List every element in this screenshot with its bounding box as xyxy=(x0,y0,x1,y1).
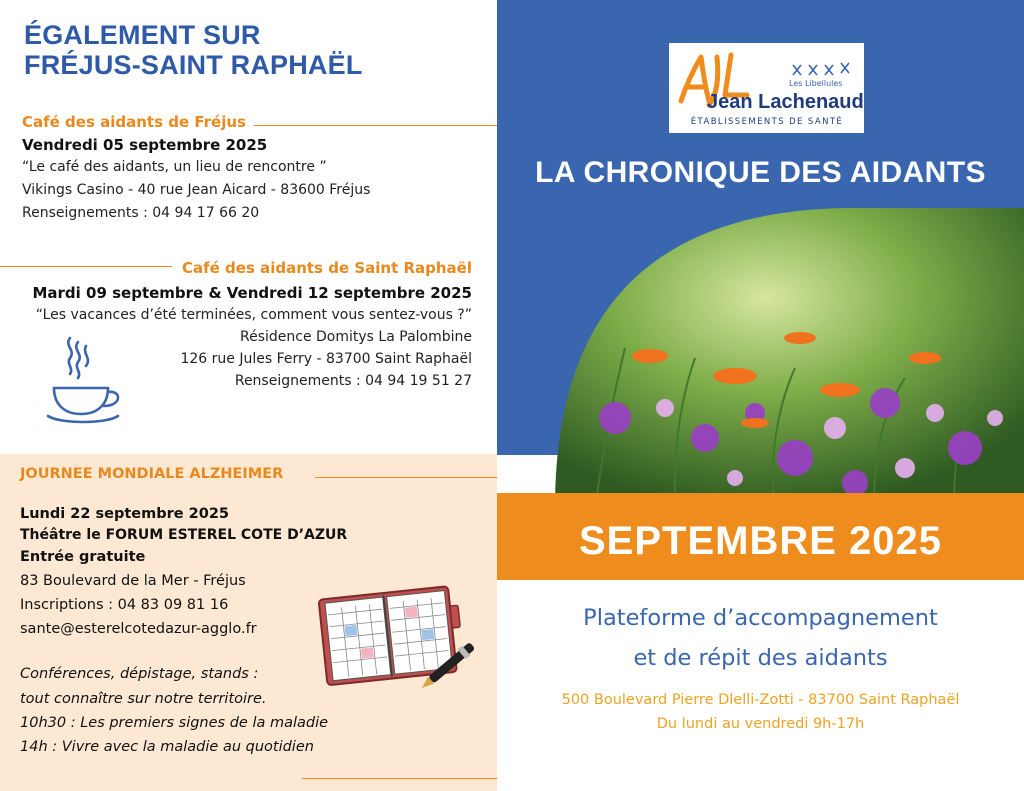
divider xyxy=(315,477,497,478)
platform-line-2: et de répit des aidants xyxy=(633,645,888,671)
alzheimer-desc-2: tout connaître sur notre territoire. xyxy=(20,691,267,707)
logo xyxy=(669,43,864,133)
alzheimer-program-1: 10h30 : Les premiers signes de la maladie xyxy=(20,715,329,731)
coffee-cup-icon xyxy=(40,334,132,426)
alzheimer-venue: Théâtre le FORUM ESTEREL COTE D’AZUR xyxy=(20,527,348,543)
logo-small-text: Les Libellules xyxy=(789,79,843,88)
cafe-frejus-theme: “Le café des aidants, un lieu de rencontre ” xyxy=(22,159,327,175)
platform-line-1: Plateforme d’accompagnement xyxy=(583,605,938,631)
platform-hours: Du lundi au vendredi 9h-17h xyxy=(656,716,865,732)
alzheimer-desc-1: Conférences, dépistage, stands : xyxy=(20,666,259,682)
cafe-raphael-place-2: 126 rue Jules Ferry - 83700 Saint Raphaël xyxy=(180,351,472,367)
divider xyxy=(254,125,497,126)
cafe-raphael-theme: “Les vacances d’été terminées, comment vous sentez-vous ?” xyxy=(35,307,472,323)
section-heading xyxy=(24,20,363,80)
alzheimer-email[interactable]: sante@esterelcotedazur-agglo.fr xyxy=(20,621,257,637)
alzheimer-entry: Entrée gratuite xyxy=(20,549,146,565)
cafe-raphael-title: Café des aidants de Saint Raphaël xyxy=(181,259,472,277)
alzheimer-address: 83 Boulevard de la Mer - Fréjus xyxy=(20,573,246,589)
month-title: SEPTEMBRE 2025 xyxy=(578,519,943,563)
heading-line-1: ÉGALEMENT SUR xyxy=(24,20,261,50)
alzheimer-inscriptions: Inscriptions : 04 83 09 81 16 xyxy=(20,597,229,613)
planner-icon xyxy=(315,582,480,694)
flower-photo xyxy=(555,208,1024,508)
alzheimer-title: JOURNEE MONDIALE ALZHEIMER xyxy=(20,466,284,482)
heading-line-2: FRÉJUS-SAINT RAPHAËL xyxy=(24,50,363,80)
divider xyxy=(0,266,172,267)
cafe-frejus-title: Café des aidants de Fréjus xyxy=(22,113,246,131)
alzheimer-program-2: 14h : Vivre avec la maladie au quotidien xyxy=(20,739,314,755)
cafe-frejus-place: Vikings Casino - 40 rue Jean Aicard - 83600 Fréjus xyxy=(22,182,371,198)
cafe-raphael-date: Mardi 09 septembre & Vendredi 12 septembre 2025 xyxy=(32,284,472,302)
cafe-raphael-place-1: Résidence Domitys La Palombine xyxy=(240,329,472,345)
chronicle-title: LA CHRONIQUE DES AIDANTS xyxy=(535,156,986,189)
platform-address: 500 Boulevard Pierre Dlelli-Zotti - 83700 Saint Raphaël xyxy=(561,692,960,708)
cafe-raphael-info: Renseignements : 04 94 19 51 27 xyxy=(234,373,472,389)
logo-initials xyxy=(675,43,677,44)
divider xyxy=(302,778,497,779)
cafe-frejus-date: Vendredi 05 septembre 2025 xyxy=(22,136,268,154)
logo-name: Jean Lachenaud xyxy=(707,91,864,113)
alzheimer-date: Lundi 22 septembre 2025 xyxy=(20,506,229,522)
logo-subtitle: ÉTABLISSEMENTS DE SANTÉ xyxy=(690,117,844,127)
cafe-frejus-info: Renseignements : 04 94 17 66 20 xyxy=(22,205,260,221)
